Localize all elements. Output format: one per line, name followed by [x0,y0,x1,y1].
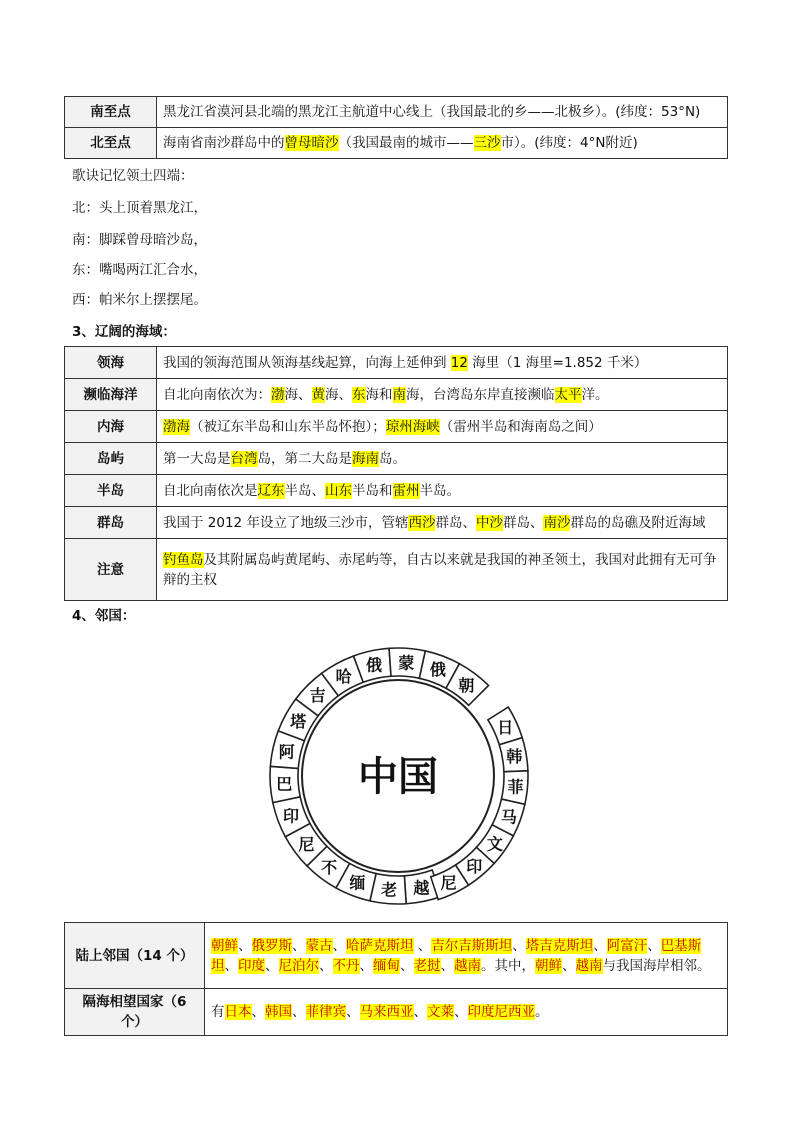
text-segment: 印度 [238,957,265,974]
text-segment: 辽东 [257,482,285,499]
text-segment: 巴基斯坦 [211,937,702,974]
text-segment: （我国最南的城市—— [338,135,474,151]
land-country-label: 吉 [309,686,326,706]
text-segment: 、 [359,957,373,974]
text-segment: 、 [224,957,238,974]
text-segment: 、 [251,1004,265,1020]
sea-row [65,347,728,379]
text-segment: 半岛和 [352,482,393,499]
sea-content [157,507,728,539]
text-segment: 海，台湾岛东岸直接濒临 [406,386,555,403]
text-segment: 、 [346,1004,360,1020]
text-segment: 太平 [554,386,582,403]
text-segment: 半岛、 [284,482,325,499]
sea-country-label: 菲 [507,777,524,797]
extreme-row [65,128,728,159]
text-segment: 我国于 2012 年设立了地级三沙市，管辖 [163,514,409,531]
neighbor-heading: 4、邻国： [72,608,136,624]
text-segment: 尼泊尔 [278,957,319,974]
land-country-label: 尼 [298,834,315,854]
mnemonic-title: 歌诀记忆领土四端： [72,168,194,184]
neighbor-row [65,989,728,1036]
text-segment: 南沙 [543,514,571,531]
neighbor-countries-table [64,922,728,1036]
text-segment: 、 [440,957,454,974]
text-segment: 哈萨克斯坦 [346,937,414,954]
text-segment: 琼州海峡 [385,418,440,435]
center-label: 中国 [358,754,438,800]
sea-country-label: 马 [500,807,517,827]
text-segment: 海南 [352,450,379,467]
land-country-label: 印 [282,806,299,826]
sea-content [157,443,728,475]
text-segment: 印度尼西亚 [467,1004,535,1020]
land-country-label: 塔 [290,712,307,732]
text-segment: 、 [332,937,346,954]
land-country-label: 俄 [365,655,382,675]
text-segment: 我国的领海范围从领海基线起算，向海上延伸到 [163,354,451,371]
text-segment: 日本 [224,1004,252,1020]
text-segment: 岛，第二大岛是 [257,450,352,467]
sea-label: 半岛 [65,475,157,507]
text-segment: 、 [562,957,576,974]
text-segment: 曾母暗沙 [284,135,339,151]
text-segment: 越南 [575,957,603,974]
text-segment: 三沙 [473,135,501,151]
land-country-label: 老 [381,880,398,900]
text-segment: 渤海 [163,418,190,435]
sea-country-label: 日 [497,717,514,737]
text-segment: 俄罗斯 [251,937,292,954]
sea-row [65,443,728,475]
extreme-label: 北至点 [65,128,157,159]
text-segment: 海里（1 海里=1.852 千米） [467,354,648,371]
text-segment: 南 [392,386,406,403]
text-segment: 市）。(纬度：4°N附近) [500,135,638,151]
text-segment: 12 [450,354,468,371]
neighbor-label: 隔海相望国家（6 个） [65,989,205,1036]
text-segment: 海南省南沙群岛中的 [163,135,285,151]
text-segment: 阿富汗 [606,937,648,954]
text-segment: 与我国海岸相邻。 [602,957,711,974]
land-country-label: 俄 [429,660,446,680]
land-country-label: 巴 [276,774,293,794]
sea-content [157,411,728,443]
text-segment: 台湾 [230,450,258,467]
text-segment: 朝鲜 [211,937,238,954]
text-segment: 、 [647,937,661,954]
text-segment: 、 [593,937,607,954]
text-segment: 菲律宾 [305,1004,346,1020]
sea-country-label: 印 [466,857,483,877]
text-segment: 岛。 [379,450,406,467]
text-segment: 越南 [454,957,481,974]
text-segment: 、 [265,957,279,974]
territory-extremes-table [64,96,728,159]
sea-label: 群岛 [65,507,157,539]
neighbor-content [205,923,728,989]
sea-row [65,507,728,539]
neighbor-label: 陆上邻国（14 个） [65,923,205,989]
sea-content [157,475,728,507]
text-segment: 群岛、 [502,514,544,531]
text-segment: （被辽东半岛和山东半岛怀抱）； [190,418,386,435]
text-segment: 马来西亚 [359,1004,414,1020]
text-segment: 黑龙江省漠河县北端的黑龙江主航道中心线上（我国最北的乡——北极乡）。(纬度：53°N) [163,104,701,120]
land-country-label: 缅 [349,873,366,893]
land-country-label: 阿 [278,742,295,762]
mnemonic-line-south: 南：脚踩曾母暗沙岛， [72,232,207,248]
text-segment: 塔吉克斯坦 [525,937,594,954]
sea-area-table [64,346,728,601]
land-country-label: 蒙 [398,653,415,673]
text-segment: 第一大岛是 [163,450,231,467]
mnemonic-line-east: 东：嘴喝两江汇合水， [72,262,207,278]
text-segment: 文莱 [427,1004,454,1020]
extreme-content [157,128,728,159]
text-segment: 海、 [284,386,312,403]
text-segment: （雷州半岛和海南岛之间） [439,418,602,435]
sea-content [157,539,728,601]
text-segment: 海、 [325,386,352,403]
text-segment: 。其中， [481,957,535,974]
mnemonic-line-west: 西：帕米尔上摆摆尾。 [72,292,207,308]
sea-country-label: 尼 [440,873,457,893]
text-segment: 山东 [325,482,352,499]
text-segment: 、 [238,937,252,954]
sea-label: 注意 [65,539,157,601]
text-segment: 及其附属岛屿黄尾屿、赤尾屿等，自古以来就是我国的神圣领土，我国对此拥有无可争辩的主权 [163,551,717,588]
sea-content [157,347,728,379]
text-segment: 群岛的岛礁及附近海域 [570,514,706,531]
sea-label: 内海 [65,411,157,443]
text-segment: 东 [352,386,366,403]
mnemonic-line-north: 北：头上顶着黑龙江， [72,200,207,216]
extreme-content [157,97,728,128]
sea-row [65,539,728,601]
text-segment: 蒙古 [305,937,333,954]
text-segment: 、 [512,937,526,954]
text-segment: 中沙 [475,514,503,531]
sea-row [65,379,728,411]
text-segment: 、 [413,937,432,954]
text-segment: 钓鱼岛 [163,551,204,568]
sea-label: 领海 [65,347,157,379]
neighbor-content [205,989,728,1036]
neighbor-countries-diagram [258,640,538,910]
text-segment: 朝鲜 [535,957,562,974]
extreme-row [65,97,728,128]
text-segment: 、 [413,1004,427,1020]
text-segment: 西沙 [408,514,436,531]
text-segment: 韩国 [265,1004,292,1020]
text-segment: 、 [319,957,333,974]
neighbor-row [65,923,728,989]
text-segment: 海和 [365,386,393,403]
text-segment: 。 [535,1004,549,1020]
text-segment: 老挝 [413,957,441,974]
land-country-label: 越 [413,878,430,898]
text-segment: 渤 [271,386,285,403]
text-segment: 群岛、 [435,514,476,531]
text-segment: 黄 [311,386,325,403]
land-country-label: 不 [321,857,338,877]
text-segment: 雷州 [392,482,420,499]
land-country-label: 哈 [335,666,352,686]
sea-heading: 3、辽阔的海域： [72,324,176,340]
text-segment: 、 [454,1004,468,1020]
text-segment: 缅甸 [373,957,400,974]
sea-country-label: 韩 [506,747,523,767]
extreme-label: 南至点 [65,97,157,128]
text-segment: 、 [292,937,306,954]
text-segment: 不丹 [332,957,360,974]
text-segment: 吉尔吉斯斯坦 [431,937,513,954]
text-segment: 、 [400,957,414,974]
sea-country-label: 文 [486,834,503,854]
text-segment: 、 [292,1004,306,1020]
land-country-label: 朝 [458,675,475,695]
text-segment: 自北向南依次为： [163,386,271,403]
sea-label: 濒临海洋 [65,379,157,411]
sea-row [65,411,728,443]
text-segment: 有 [211,1004,225,1020]
sea-row [65,475,728,507]
text-segment: 洋。 [581,386,609,403]
text-segment: 自北向南依次是 [163,482,258,499]
sea-label: 岛屿 [65,443,157,475]
text-segment: 半岛。 [419,482,460,499]
sea-content [157,379,728,411]
